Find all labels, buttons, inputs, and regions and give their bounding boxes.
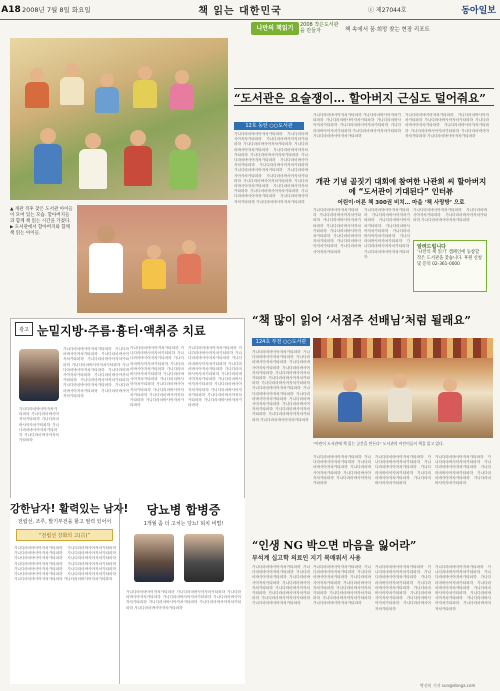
- story-tag: 12호 동탄 ○○도서관: [234, 122, 304, 130]
- ad-diabetes: [122, 498, 245, 684]
- body-text-column: 가나다라마바사아자차카타파하 가나다라마바사아자차카타파하 가나다라마바사아자차카타파하 가나다라마바사아자차카타파하 가나다라마바사아자차카타파하 가나다라마바사아자차카타파하 가나다라마바사아자차카타파하 가나다라마바사아자차카타파하 가나다라마바사아자차카타파하: [435, 565, 491, 611]
- doctor-photo: [134, 534, 174, 582]
- info-box-body: ‘나만의 책 읽기’ 캠페인에 동참할 작은 도서관을 찾습니다. 후원 신청 및 문의 02-361-0000: [417, 250, 482, 267]
- info-box: [413, 240, 487, 292]
- ad-men-banner: “전립선 강화의 고(古)”: [16, 529, 113, 541]
- child-figure: [34, 144, 62, 184]
- section-title: 책 읽는 대한민국: [198, 6, 282, 17]
- ad-text-column: 가나다라마바사아자차카타파하 가나다라마바사아자차카타파하 가나다라마바사아자차카타파하 가나다라마바사아자차카타파하 가나다라마바사아자차카타파하 가나다라마바사아자차카타파하 가나다라마바사아자차카타파하 가나다라마바사아자차카타파하: [126, 590, 241, 610]
- child-figure: [169, 150, 197, 190]
- doctor-photo: [19, 349, 59, 401]
- body-text-column: 가나다라마바사아자차카타파하 가나다라마바사아자차카타파하 가나다라마바사아자차카타파하 가나다라마바사아자차카타파하 가나다라마바사아자차카타파하 가나다라마바사아자차카타파하 가나다라마바사아자차카타파하 가나다라마바사아자차카타파하: [313, 208, 361, 254]
- mid-story-headline: “책 많이 읽어 ‘서점주 선배님’처럼 될래요”: [252, 313, 471, 327]
- child-figure: [130, 130, 146, 146]
- ad-men-headline: 강한남자! 활력있는 남자!: [10, 503, 129, 515]
- ad-text-column: 가나다라마바사아자차카타파하 가나다라마바사아자차카타파하 가나다라마바사아자차카타파하 가나다라마바사아자차카타파하 가나다라마바사아자차카타파하: [19, 407, 59, 443]
- top-story-headline: “도서관은 요술쟁이… 할아버지 근심도 덜어줘요”: [234, 88, 494, 106]
- page-number: A18: [1, 4, 21, 15]
- body-text-column: 가나다라마바사아자차카타파하 가나다라마바사아자차카타파하 가나다라마바사아자차카타파하 가나다라마바사아자차카타파하 가나다라마바사아자차카타파하 가나다라마바사아자차카타파하 가나다라마바사아자차카타파하 가나다라마바사아자차카타파하 가나다라마바사아자차카타파하 가나다라마바사아자차카타파하 가나다라마바사아자차카타파하 가나다라마바사아자차카타파하 가나다라마바사아자차카타파하 가나다라마바사아자차카타파하 가나다라마바사아자차카타파하 가나다라마바사아자차카타파하 가나다라마바사아자차카타파하 가나다라마바사아자차카타파하 가나다라마바사아자차카타파하 가나다라마바사아자차카타파하: [234, 132, 308, 204]
- body-text-column: 가나다라마바사아자차카타파하 가나다라마바사아자차카타파하 가나다라마바사아자차카타파하 가나다라마바사아자차카타파하 가나다라마바사아자차카타파하 가나다라마바사아자차카타파하: [375, 455, 431, 486]
- issue-number: ⓒ 제27044호: [368, 7, 407, 14]
- body-text-column: 가나다라마바사아자차카타파하 가나다라마바사아자차카타파하 가나다라마바사아자차카타파하 가나다라마바사아자차카타파하 가나다라마바사아자차카타파하 가나다라마바사아자차카타파하 가나다라마바사아자차카타파하 가나다라마바사아자차카타파하: [364, 208, 410, 259]
- child-figure: [182, 240, 196, 254]
- child-figure: [124, 146, 152, 186]
- child-figure: [138, 66, 152, 80]
- ad-tag: 광고: [15, 322, 33, 336]
- child-figure: [443, 378, 457, 392]
- child-figure: [175, 134, 191, 150]
- child-figure: [175, 70, 189, 84]
- ad-bottom: [10, 498, 245, 684]
- child-figure: [65, 63, 79, 77]
- child-figure: [142, 259, 166, 289]
- ad-text-right: [130, 318, 245, 496]
- body-text-column: 가나다라마바사아자차카타파하 가나다라마바사아자차카타파하 가나다라마바사아자차카타파하 가나다라마바사아자차카타파하 가나다라마바사아자차카타파하 가나다라마바사아자차카타파하 가나다라마바사아자차카타파하 가나다라마바사아자차카타파하: [405, 113, 489, 138]
- person-figure: [89, 243, 123, 293]
- top-story-subhead2: 어린이·어른 책 300권 비치… 마을 ‘책 사랑방’ 으로: [337, 200, 465, 206]
- masthead: [0, 0, 500, 20]
- body-text-column: 가나다라마바사아자차카타파하 가나다라마바사아자차카타파하 가나다라마바사아자차카타파하 가나다라마바사아자차카타파하 가나다라마바사아자차카타파하 가나다라마바사아자차카타파하 가나다라마바사아자차카타파하 가나다라마바사아자차카타파하 가나다라마바사아자차카타파하 가나다라마바사아자차카타파하 가나다라마바사아자차카타파하 가나다라마바사아자차카타파하 가나다라마바사아자차카타파하 가나다라마바사아자차카타파하 가나다라마바사아자차카타파하 가나다라마바사아자차카타파하: [252, 350, 310, 422]
- series-logo-sub: 2008 작은도서관을 만들자: [300, 22, 339, 34]
- paper-name: 동아일보: [461, 6, 496, 16]
- bottom-story-headline: “인생 NG 박으면 마음을 잃어라”: [252, 539, 417, 552]
- person-figure: [97, 225, 115, 243]
- child-figure: [177, 254, 201, 284]
- ad-text-column: 가나다라마바사아자차카타파하 가나다라마바사아자차카타파하 가나다라마바사아자차카타파하 가나다라마바사아자차카타파하 가나다라마바사아자차카타파하 가나다라마바사아자차카타파하 가나다라마바사아자차카타파하 가나다라마바사아자차카타파하 가나다라마바사아자차카타파하 가나다라마바사아자차카타파하 가나다라마바사아자차카타파하 가나다라마바사아자차카타파하: [63, 347, 129, 398]
- library-children-photo: [10, 38, 228, 200]
- body-text-column: 가나다라마바사아자차카타파하 가나다라마바사아자차카타파하 가나다라마바사아자차카타파하 가나다라마바사아자차카타파하 가나다라마바사아자차카타파하 가나다라마바사아자차카타파하: [435, 455, 491, 486]
- child-figure: [79, 149, 107, 189]
- doctor-photo: [184, 534, 224, 582]
- ad-text-column: 가나다라마바사아자차카타파하 가나다라마바사아자차카타파하 가나다라마바사아자차카타파하 가나다라마바사아자차카타파하 가나다라마바사아자차카타파하 가나다라마바사아자차카타파하 가나다라마바사아자차카타파하 가나다라마바사아자차카타파하 가나다라마바사아자차카타파하 가나다라마바사아자차카타파하 가나다라마바사아자차카타파하 가나다라마바사아자차카타파하 가나다라마바사아자차카타파하 가나다라마바사아자차카타파하: [14, 546, 116, 582]
- body-text-column: 가나다라마바사아자차카타파하 가나다라마바사아자차카타파하 가나다라마바사아자차카타파하 가나다라마바사아자차카타파하 가나다라마바사아자차카타파하 가나다라마바사아자차카타파하: [313, 455, 371, 486]
- child-figure: [95, 87, 119, 113]
- body-text-column: 가나다라마바사아자차카타파하 가나다라마바사아자차카타파하 가나다라마바사아자차카타파하 가나다라마바사아자차카타파하 가나다라마바사아자차카타파하 가나다라마바사아자차카타파하 가나다라마바사아자차카타파하 가나다라마바사아자차카타파하 가나다라마바사아자차카타파하: [375, 565, 431, 611]
- info-box-title: 알려드립니다: [417, 244, 446, 250]
- bookstore-photo: [313, 338, 493, 438]
- child-figure: [30, 68, 44, 82]
- child-figure: [40, 128, 56, 144]
- child-figure: [100, 73, 114, 87]
- child-figure: [438, 392, 462, 422]
- child-figure: [338, 392, 362, 422]
- child-figure: [60, 77, 84, 105]
- child-figure: [170, 84, 194, 110]
- body-text-column: 가나다라마바사아자차카타파하 가나다라마바사아자차카타파하 가나다라마바사아자차카타파하 가나다라마바사아자차카타파하: [413, 208, 487, 223]
- ad-men-subhead: 전립선, 조루, 발기부전을 할고 필력 있어서: [17, 519, 112, 525]
- child-figure: [85, 133, 101, 149]
- child-figure: [343, 378, 357, 392]
- story-tag: 124호 부천 ○○도서관: [252, 338, 310, 346]
- child-figure: [133, 80, 157, 108]
- series-subtitle: 책 속에서 꿈·희망 찾는 현장 리포트: [345, 27, 430, 33]
- reading-photo: [77, 205, 227, 313]
- series-logo: 나만의 책읽기: [251, 22, 299, 35]
- child-figure: [147, 245, 161, 259]
- child-figure: [393, 374, 407, 388]
- publish-date: 2008년 7월 8일 화요일: [22, 6, 91, 14]
- ad-diabetes-headline: 당뇨병 합병증: [146, 503, 221, 517]
- child-figure: [25, 82, 49, 108]
- ad-men-health: [10, 498, 129, 684]
- top-story-subhead: 개관 기념 골짓기 대회에 참여한 나관희 씨 할아버지에 “도서관이 기대된다” 인터뷰: [315, 177, 487, 196]
- bookshelf: [313, 338, 493, 358]
- body-text-column: 가나다라마바사아자차카타파하 가나다라마바사아자차카타파하 가나다라마바사아자차카타파하 가나다라마바사아자차카타파하 가나다라마바사아자차카타파하 가나다라마바사아자차카타파하 가나다라마바사아자차카타파하 가나다라마바사아자차카타파하 가나다라마바사아자차카타파하: [313, 565, 371, 606]
- ad-text-column: 가나다라마바사아자차카타파하 가나다라마바사아자차카타파하 가나다라마바사아자차카타파하 가나다라마바사아자차카타파하 가나다라마바사아자차카타파하 가나다라마바사아자차카타파하 가나다라마바사아자차카타파하 가나다라마바사아자차카타파하 가나다라마바사아자차카타파하 가나다라마바사아자차카타파하 가나다라마바사아자차카타파하 가나다라마바사아자차카타파하: [130, 346, 184, 408]
- bottom-story-subhead: 부석계 십고학 의료인 지기 복매워서 사용: [252, 555, 361, 562]
- ad-diabetes-subhead: 1개월 좀 더 고치는 당뇨! 퇴치 비법!: [143, 521, 224, 527]
- ad-text-column: 가나다라마바사아자차카타파하 가나다라마바사아자차카타파하 가나다라마바사아자차카타파하 가나다라마바사아자차카타파하 가나다라마바사아자차카타파하 가나다라마바사아자차카타파하 가나다라마바사아자차카타파하 가나다라마바사아자차카타파하 가나다라마바사아자차카타파하 가나다라마바사아자차카타파하 가나다라마바사아자차카타파하 가나다라마바사아자차카타파하: [188, 346, 242, 408]
- child-figure: [388, 388, 412, 422]
- body-text-column: 가나다라마바사아자차카타파하 가나다라마바사아자차카타파하 가나다라마바사아자차카타파하 가나다라마바사아자차카타파하 가나다라마바사아자차카타파하 가나다라마바사아자차카타파하 가나다라마바사아자차카타파하 가나다라마바사아자차카타파하: [313, 113, 401, 138]
- photo-caption-left: ▲ 개관 직후 찾은 도서관 아이들이 모여 있는 모습. 할아버지들과 함께 책 읽는 시간을 가졌다. ▶ 도서관에서 할아버지와 함께 책 읽는 아이들.: [10, 207, 73, 236]
- photo-caption-mid: “어린이 도서관에 책 읽는 공간을 만든다” 도서관의 어린이들이 책을 읽고 있다.: [313, 441, 444, 446]
- byline: 박선미 기자 sun@donga.com: [420, 683, 476, 688]
- body-text-column: 가나다라마바사아자차카타파하 가나다라마바사아자차카타파하 가나다라마바사아자차카타파하 가나다라마바사아자차카타파하 가나다라마바사아자차카타파하 가나다라마바사아자차카타파하 가나다라마바사아자차카타파하 가나다라마바사아자차카타파하 가나다라마바사아자차카타파하: [252, 565, 310, 606]
- ad-headline: 눈밑지방·주름·흉터·액취증 치료: [37, 324, 206, 338]
